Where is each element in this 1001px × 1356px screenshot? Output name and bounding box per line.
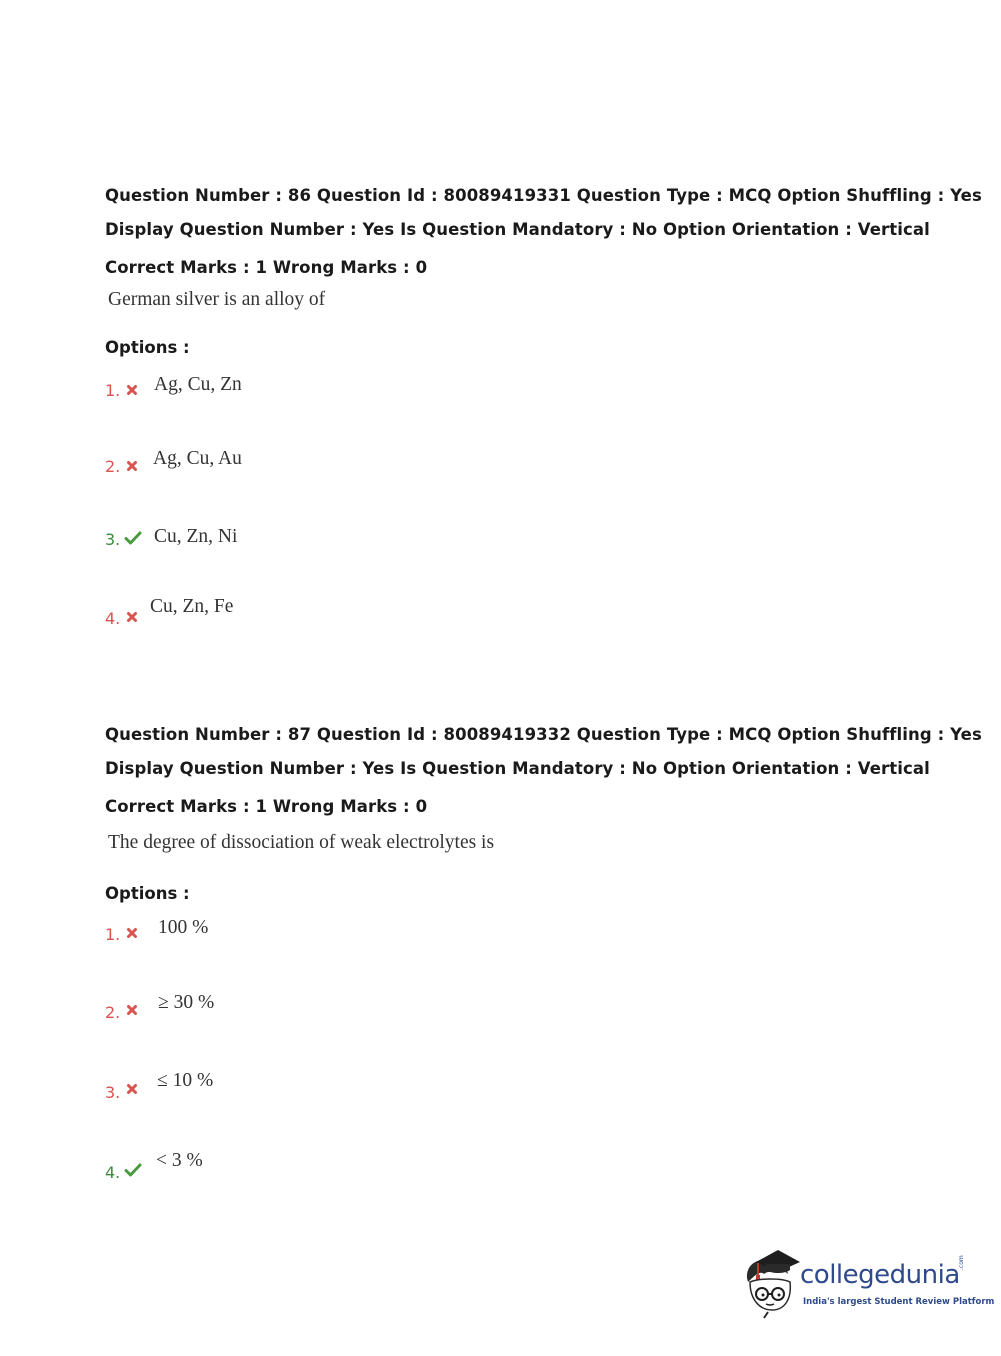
option-number: 3. — [105, 1083, 121, 1102]
question-meta-line-1: Question Number : 87 Question Id : 80089419332 Question Type : MCQ Option Shuffling : Yes — [105, 725, 982, 744]
option-text: ≥ 30 % — [158, 992, 215, 1013]
cross-icon — [125, 1003, 139, 1017]
question-meta-line-2: Display Question Number : Yes Is Question Mandatory : No Option Orientation : Vertical — [105, 220, 930, 239]
cross-icon — [125, 926, 139, 940]
check-icon — [124, 531, 142, 545]
option-text: Cu, Zn, Ni — [154, 526, 238, 547]
question-marks-line: Correct Marks : 1 Wrong Marks : 0 — [105, 258, 428, 277]
cross-icon — [125, 1082, 139, 1096]
option-text: 100 % — [158, 917, 209, 938]
mascot-graduation-cap-icon — [742, 1248, 800, 1320]
question-marks-line: Correct Marks : 1 Wrong Marks : 0 — [105, 797, 428, 816]
logo-domain-suffix: .com — [958, 1255, 965, 1270]
options-heading: Options : — [105, 338, 190, 357]
option-text: < 3 % — [156, 1150, 203, 1171]
option-text: Ag, Cu, Au — [153, 448, 242, 469]
collegedunia-logo — [742, 1248, 995, 1320]
question-text: The degree of dissociation of weak electrolytes is — [108, 832, 495, 853]
options-heading: Options : — [105, 884, 190, 903]
option-number: 2. — [105, 457, 121, 476]
option-text: Ag, Cu, Zn — [154, 374, 242, 395]
option-number: 4. — [105, 609, 121, 628]
option-number: 4. — [105, 1163, 121, 1182]
check-icon — [124, 1163, 142, 1177]
option-text: Cu, Zn, Fe — [150, 596, 234, 617]
option-number: 2. — [105, 1003, 121, 1022]
option-number: 1. — [105, 381, 121, 400]
logo-tagline: India's largest Student Review Platform — [803, 1297, 995, 1307]
cross-icon — [125, 459, 139, 473]
logo-wordmark: collegedunia — [800, 1260, 960, 1290]
cross-icon — [125, 383, 139, 397]
option-number: 1. — [105, 925, 121, 944]
option-text: ≤ 10 % — [157, 1070, 214, 1091]
question-text: German silver is an alloy of — [108, 289, 326, 310]
option-number: 3. — [105, 530, 121, 549]
question-meta-line-2: Display Question Number : Yes Is Question Mandatory : No Option Orientation : Vertical — [105, 759, 930, 778]
cross-icon — [125, 610, 139, 624]
question-meta-line-1: Question Number : 86 Question Id : 80089419331 Question Type : MCQ Option Shuffling : Yes — [105, 186, 982, 205]
